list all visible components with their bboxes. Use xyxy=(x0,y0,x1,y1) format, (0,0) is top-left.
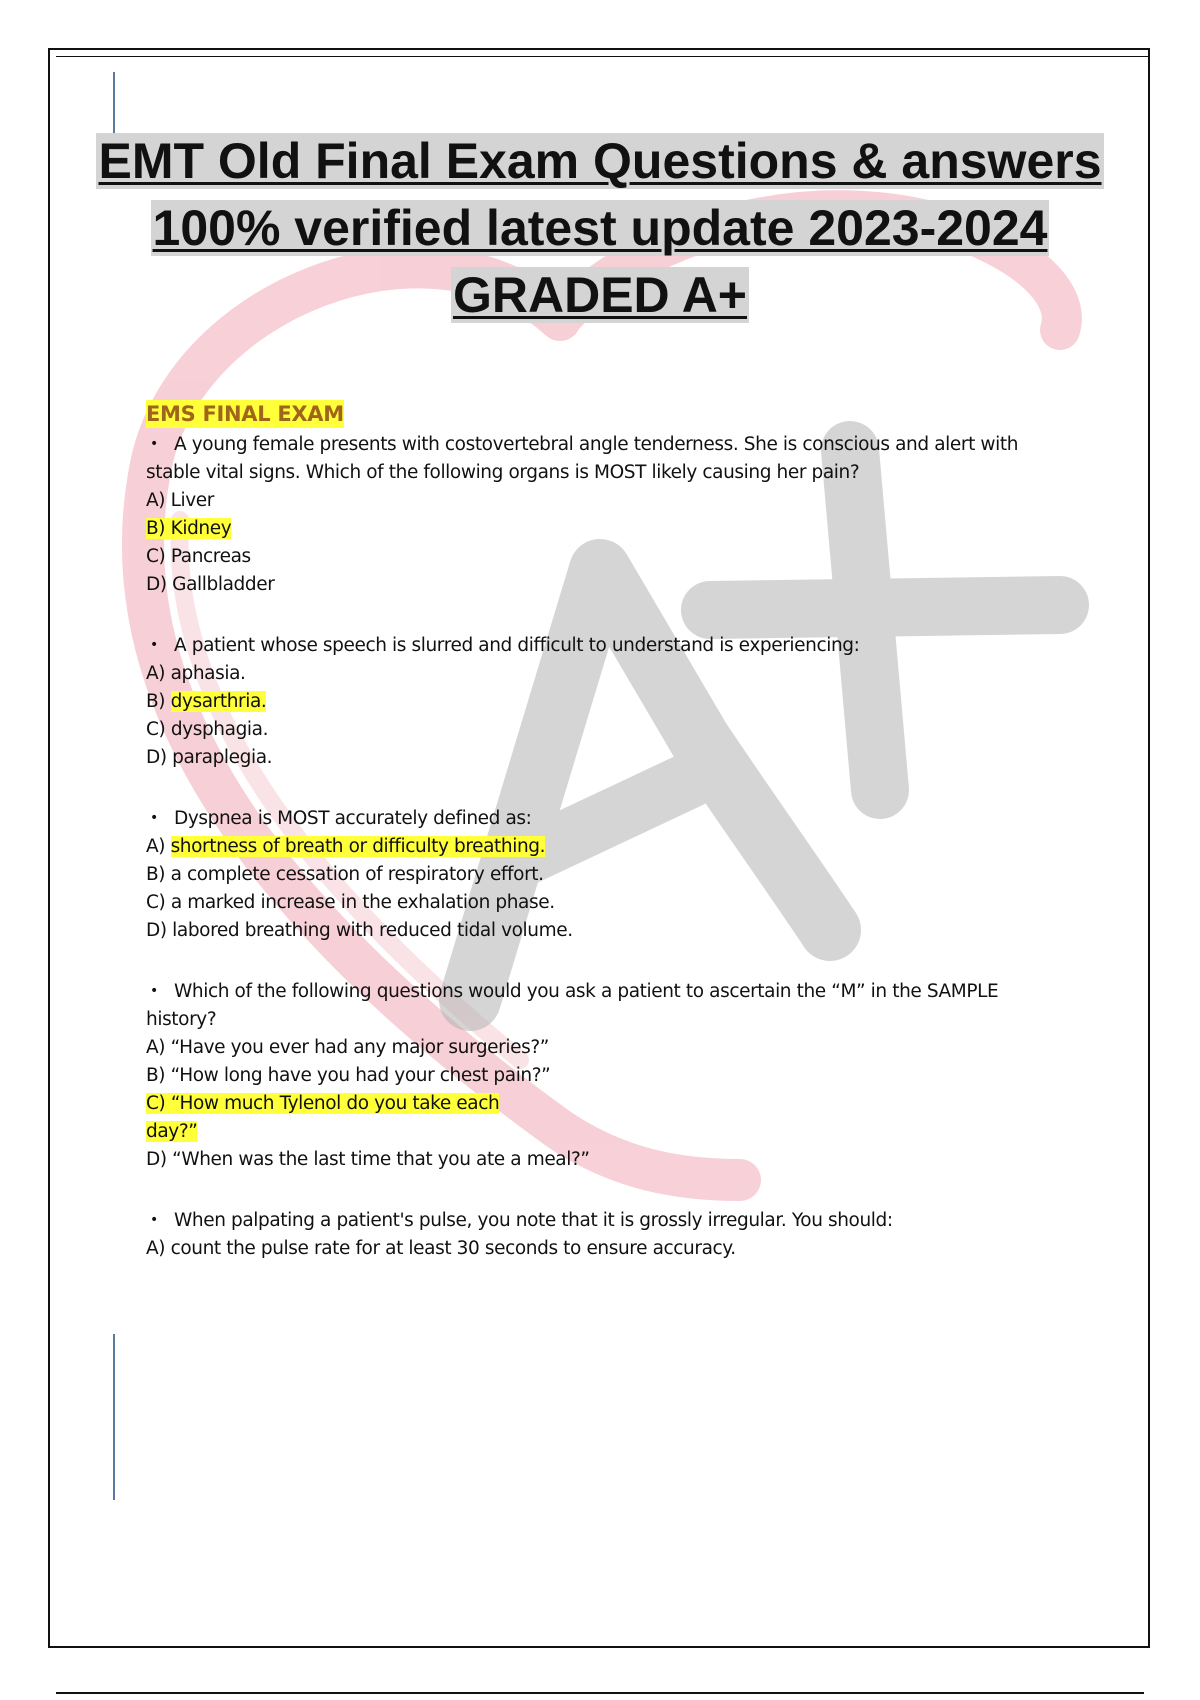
option-prefix: B) xyxy=(146,691,171,712)
bullet-icon: • xyxy=(150,637,158,653)
option-prefix: C) xyxy=(146,546,171,567)
option-text: “How much Tylenol do you take each xyxy=(170,1093,500,1114)
option-text: dysphagia. xyxy=(170,719,269,740)
title-line xyxy=(60,262,1140,329)
option-prefix: C) xyxy=(146,719,171,740)
option-prefix: D) xyxy=(146,1149,173,1170)
option-text: “When was the last time that you ate a meal?” xyxy=(172,1149,590,1170)
bullet-icon: • xyxy=(150,983,158,999)
answer-option-correct-continued xyxy=(146,1118,1026,1146)
answer-option xyxy=(146,487,1026,515)
option-prefix: D) xyxy=(146,574,173,595)
option-prefix: A) xyxy=(146,663,171,684)
option-text: dysarthria. xyxy=(170,691,267,712)
section-heading: EMS FINAL EXAM xyxy=(146,402,344,426)
option-prefix: C) xyxy=(146,1093,171,1114)
question-text xyxy=(146,977,1026,1034)
answer-option xyxy=(146,543,1026,571)
option-highlight xyxy=(146,518,231,539)
option-text: Gallbladder xyxy=(172,574,275,595)
answer-option xyxy=(146,1146,1026,1174)
question-text-body: A young female presents with costovertebral angle tenderness. She is conscious and alert with stable vital signs. Which of the following organs is MOST likely causing her pain? xyxy=(146,434,1019,483)
option-text: labored breathing with reduced tidal volume. xyxy=(172,920,573,941)
question-block xyxy=(146,977,1026,1174)
title-line-text: 100% verified latest update 2023-2024 xyxy=(152,200,1048,256)
title-line-text: GRADED A+ xyxy=(452,267,748,323)
option-text: paraplegia. xyxy=(172,747,273,768)
question-text xyxy=(146,430,1026,487)
option-prefix: A) xyxy=(146,490,171,511)
option-text: aphasia. xyxy=(170,663,246,684)
answer-option xyxy=(146,861,1026,889)
option-text: a complete cessation of respiratory effort. xyxy=(170,864,544,885)
answer-option xyxy=(146,1235,1026,1263)
answer-option xyxy=(146,660,1026,688)
option-text: Liver xyxy=(170,490,214,511)
question-text xyxy=(146,804,1026,833)
answer-option-correct xyxy=(146,515,1026,543)
option-highlight xyxy=(146,1093,499,1114)
answer-option-correct xyxy=(146,688,1026,716)
answer-option xyxy=(146,1062,1026,1090)
question-block xyxy=(146,1206,1026,1263)
option-prefix: D) xyxy=(146,920,173,941)
question-text-body: Which of the following questions would you ask a patient to ascertain the “M” in the SAMPLE history? xyxy=(146,981,999,1030)
option-text: day?” xyxy=(146,1121,198,1142)
margin-line-bottom xyxy=(113,1334,115,1500)
exam-content xyxy=(146,400,1026,1295)
option-text: Kidney xyxy=(170,518,232,539)
option-prefix: A) xyxy=(146,1238,171,1259)
option-prefix: A) xyxy=(146,1037,171,1058)
answer-option xyxy=(146,716,1026,744)
question-block xyxy=(146,631,1026,772)
option-prefix: D) xyxy=(146,747,173,768)
document-title xyxy=(60,128,1140,329)
option-prefix: B) xyxy=(146,864,171,885)
answer-option xyxy=(146,571,1026,599)
question-text xyxy=(146,1206,1026,1235)
question-text-body: Dyspnea is MOST accurately defined as: xyxy=(174,808,532,829)
answer-option xyxy=(146,1034,1026,1062)
answer-option xyxy=(146,917,1026,945)
question-text-body: A patient whose speech is slurred and difficult to understand is experiencing: xyxy=(174,635,860,656)
bullet-icon: • xyxy=(150,436,158,452)
question-block xyxy=(146,804,1026,945)
option-prefix: A) xyxy=(146,836,171,857)
answer-option xyxy=(146,889,1026,917)
option-text: Pancreas xyxy=(170,546,251,567)
option-text: shortness of breath or difficulty breathing. xyxy=(170,836,546,857)
option-text: “Have you ever had any major surgeries?” xyxy=(170,1037,549,1058)
option-text: a marked increase in the exhalation phase. xyxy=(170,892,555,913)
title-line xyxy=(60,195,1140,262)
question-text-body: When palpating a patient's pulse, you note that it is grossly irregular. You should: xyxy=(174,1210,893,1231)
answer-option-correct xyxy=(146,1090,1026,1118)
bottom-rule xyxy=(56,1692,1144,1694)
option-prefix: C) xyxy=(146,892,171,913)
option-text: count the pulse rate for at least 30 seconds to ensure accuracy. xyxy=(170,1238,736,1259)
option-prefix: B) xyxy=(146,518,171,539)
title-line xyxy=(60,128,1140,195)
bullet-icon: • xyxy=(150,1212,158,1228)
option-text: “How long have you had your chest pain?” xyxy=(170,1065,551,1086)
answer-option-correct xyxy=(146,833,1026,861)
title-line-text: EMT Old Final Exam Questions & answers xyxy=(98,133,1102,189)
question-block xyxy=(146,430,1026,599)
option-prefix: B) xyxy=(146,1065,171,1086)
question-text xyxy=(146,631,1026,660)
answer-option xyxy=(146,744,1026,772)
bullet-icon: • xyxy=(150,810,158,826)
